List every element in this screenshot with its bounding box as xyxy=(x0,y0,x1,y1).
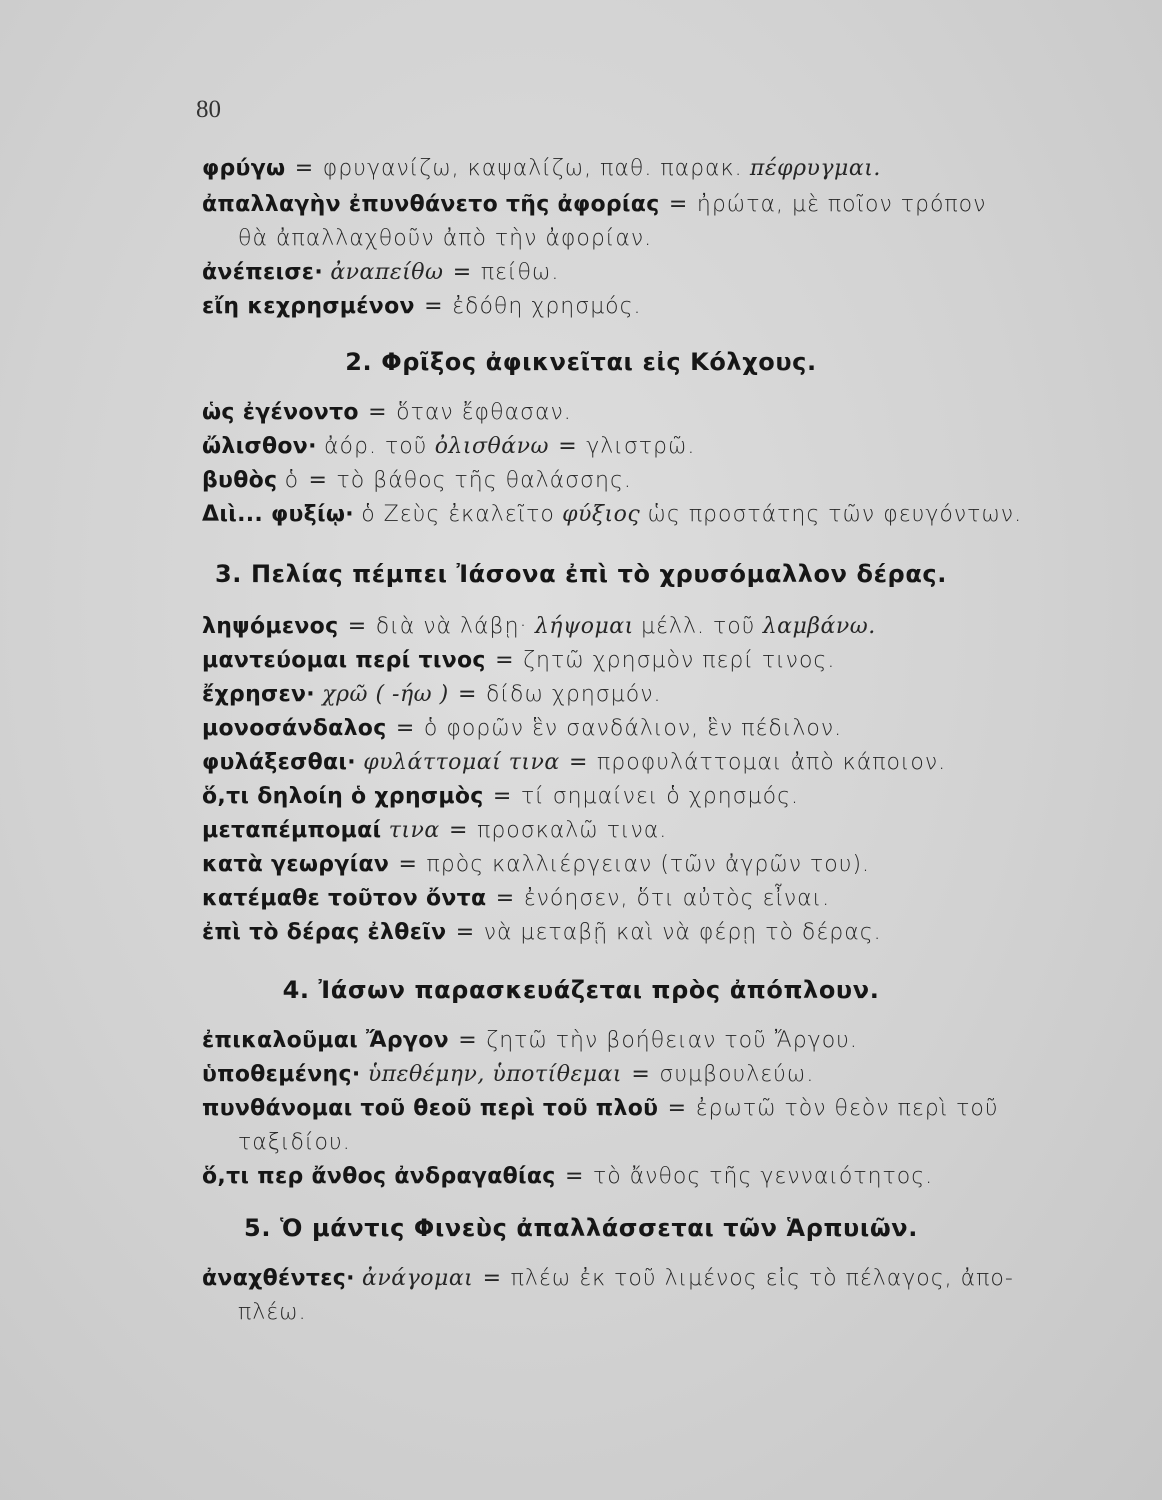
section-heading: 4. Ἰάσων παρασκευάζεται πρὸς ἀπόπλουν. xyxy=(282,976,880,1004)
entry-gloss-prefix: ὁ Ζεὺς ἐκαλεῖτο xyxy=(361,502,555,527)
glossary-entry xyxy=(202,500,1122,530)
glossary-entry xyxy=(202,714,1122,744)
entry-term: εἴη κεχρησμένον xyxy=(202,294,415,319)
equals-sign: = xyxy=(368,400,387,425)
equals-sign: = xyxy=(424,294,443,319)
equals-sign: = xyxy=(398,852,418,877)
glossary-entry xyxy=(202,884,1122,914)
entry-gloss: προσκαλῶ τινα. xyxy=(477,818,668,843)
entry-term: μονοσάνδαλος xyxy=(202,716,387,741)
section-heading: 5. Ὁ μάντις Φινεὺς ἀπαλλάσσεται τῶν Ἁρπυιῶν. xyxy=(244,1214,918,1242)
glossary-entry xyxy=(202,1162,1122,1192)
equals-sign: = xyxy=(452,260,472,285)
entry-term: ἐπὶ τὸ δέρας ἐλθεῖν xyxy=(202,920,447,945)
entry-gloss: γλιστρῶ. xyxy=(586,434,696,459)
entry-gloss: ὁ φορῶν ἓν σανδάλιον, ἓν πέδιλον. xyxy=(423,716,843,741)
glossary-entry xyxy=(202,432,1122,462)
equals-sign: = xyxy=(458,1028,477,1053)
equals-sign: = xyxy=(455,920,475,945)
entry-term: ἐπικαλοῦμαι Ἄργον xyxy=(202,1028,449,1053)
equals-sign: = xyxy=(569,750,588,775)
glossary-entry xyxy=(202,466,1122,496)
entry-gloss-prefix: ἀόρ. τοῦ xyxy=(324,434,428,459)
glossary-entry xyxy=(202,154,1122,184)
glossary-entry-continuation xyxy=(238,1128,1122,1158)
glossary-entry xyxy=(202,190,1122,220)
equals-sign: = xyxy=(495,648,514,673)
glossary-entry xyxy=(202,1026,1122,1056)
entry-term: ἔχρησεν· xyxy=(202,682,315,707)
glossary-entry xyxy=(202,918,1122,948)
equals-sign: = xyxy=(457,682,477,707)
entry-italic: ἀναπείθω xyxy=(330,260,444,285)
entry-italic: ἀνάγομαι xyxy=(362,1266,474,1291)
glossary-entry xyxy=(202,612,1122,642)
entry-italic: τινα xyxy=(388,818,440,843)
entry-term: μεταπέμπομαί xyxy=(202,818,382,843)
entry-gloss: μέλλ. τοῦ xyxy=(641,614,756,639)
entry-gloss: ὡς προστάτης τῶν φευγόντων. xyxy=(647,502,1023,527)
entry-gloss: διὰ νὰ λάβῃ· xyxy=(375,614,528,639)
entry-term: κατὰ γεωργίαν xyxy=(202,852,390,877)
entry-gloss: θὰ ἀπαλλαχθοῦν ἀπὸ τὴν ἀφορίαν. xyxy=(238,226,653,251)
entry-italic: λαμβάνω. xyxy=(762,614,876,639)
equals-sign: = xyxy=(482,1266,502,1291)
glossary-entry xyxy=(202,816,1122,846)
equals-sign: = xyxy=(294,156,314,181)
glossary-entry-continuation xyxy=(238,224,1122,254)
equals-sign: = xyxy=(308,468,328,493)
entry-italic: λήψομαι xyxy=(534,614,634,639)
entry-gloss: νὰ μεταβῇ καὶ νὰ φέρῃ τὸ δέρας. xyxy=(483,920,882,945)
entry-term: μαντεύομαι περί τινος xyxy=(202,648,486,673)
entry-gloss: πλέω. xyxy=(238,1300,307,1325)
entry-italic: ὑπεθέμην, ὑποτίθεμαι xyxy=(367,1062,623,1087)
entry-gloss: τί σημαίνει ὁ χρησμός. xyxy=(520,784,799,809)
entry-term: ὅ,τι δηλοίη ὁ χρησμὸς xyxy=(202,784,484,809)
entry-italic: φύξιος xyxy=(562,502,641,527)
glossary-entry xyxy=(202,680,1122,710)
glossary-entry xyxy=(202,782,1122,812)
entry-gloss: τὸ βάθος τῆς θαλάσσης. xyxy=(336,468,632,493)
glossary-entry xyxy=(202,1264,1122,1294)
entry-term: ὑποθεμένης· xyxy=(202,1062,361,1087)
entry-gloss: τὸ ἄνθος τῆς γενναιότητος. xyxy=(592,1164,934,1189)
entry-gloss: ἐνόησεν, ὅτι αὐτὸς εἶναι. xyxy=(523,886,831,911)
entry-gloss: ἐρωτῶ τὸν θεὸν περὶ τοῦ xyxy=(695,1096,999,1121)
equals-sign: = xyxy=(564,1164,584,1189)
entry-gloss-prefix: ὁ xyxy=(284,468,300,493)
glossary-entry xyxy=(202,1094,1122,1124)
entry-term: ἀνέπεισε· xyxy=(202,260,324,285)
entry-gloss: ζητῶ χρησμὸν περί τινος. xyxy=(523,648,836,673)
entry-gloss: ὅταν ἔφθασαν. xyxy=(396,400,572,425)
glossary-entry xyxy=(202,850,1122,880)
entry-term: ἀναχθέντες· xyxy=(202,1266,355,1291)
entry-gloss: ζητῶ τὴν βοήθειαν τοῦ Ἄργου. xyxy=(486,1028,858,1053)
page-number: 80 xyxy=(196,96,221,123)
entry-term: βυθὸς xyxy=(202,468,278,493)
entry-italic: χρῶ ( -ήω ) xyxy=(322,682,449,707)
glossary-entry xyxy=(202,1060,1122,1090)
entry-term: πυνθάνομαι τοῦ θεοῦ περὶ τοῦ πλοῦ xyxy=(202,1096,659,1121)
entry-term: Διὶ... φυξίῳ· xyxy=(202,502,354,527)
entry-gloss: δίδω χρησμόν. xyxy=(486,682,662,707)
glossary-entry xyxy=(202,258,1122,288)
entry-gloss: πρὸς καλλιέργειαν (τῶν ἀγρῶν του). xyxy=(426,852,871,877)
entry-term: ληψόμενος xyxy=(202,614,339,639)
entry-gloss: συμβουλεύω. xyxy=(659,1062,815,1087)
entry-gloss: ταξιδίου. xyxy=(238,1130,351,1155)
equals-sign: = xyxy=(395,716,415,741)
equals-sign: = xyxy=(449,818,468,843)
equals-sign: = xyxy=(668,192,688,217)
glossary-entry xyxy=(202,398,1122,428)
entry-gloss: πείθω. xyxy=(480,260,560,285)
entry-term: φυλάξεσθαι· xyxy=(202,750,356,775)
section-heading: 2. Φρῖξος ἀφικνεῖται εἰς Κόλχους. xyxy=(345,348,817,376)
entry-gloss: πλέω ἐκ τοῦ λιμένος εἰς τὸ πέλαγος, ἀπο- xyxy=(510,1266,1014,1291)
entry-gloss: ἐδόθη χρησμός. xyxy=(452,294,642,319)
equals-sign: = xyxy=(558,434,577,459)
equals-sign: = xyxy=(347,614,367,639)
equals-sign: = xyxy=(495,886,515,911)
entry-gloss: προφυλάττομαι ἀπὸ κάποιον. xyxy=(597,750,947,775)
glossary-entry xyxy=(202,748,1122,778)
entry-term: ὤλισθον· xyxy=(202,434,317,459)
entry-italic: πέφρυγμαι. xyxy=(749,156,881,181)
entry-term: φρύγω xyxy=(202,156,286,181)
equals-sign: = xyxy=(667,1096,687,1121)
glossary-entry xyxy=(202,646,1122,676)
section-heading: 3. Πελίας πέμπει Ἰάσονα ἐπὶ τὸ χρυσόμαλλον δέρας. xyxy=(215,560,947,588)
glossary-entry-continuation xyxy=(238,1298,1122,1328)
entry-term: ἀπαλλαγὴν ἐπυνθάνετο τῆς ἀφορίας xyxy=(202,192,660,217)
entry-italic: φυλάττομαί τινα xyxy=(363,750,560,775)
entry-italic: ὀλισθάνω xyxy=(434,434,549,459)
entry-term: ὡς ἐγένοντο xyxy=(202,400,359,425)
entry-gloss: φρυγανίζω, καψαλίζω, παθ. παρακ. xyxy=(322,156,743,181)
glossary-entry xyxy=(202,292,1122,322)
equals-sign: = xyxy=(492,784,512,809)
entry-term: κατέμαθε τοῦτον ὄντα xyxy=(202,886,487,911)
equals-sign: = xyxy=(631,1062,651,1087)
entry-gloss: ἠρώτα, μὲ ποῖον τρόπον xyxy=(696,192,987,217)
entry-term: ὅ,τι περ ἄνθος ἀνδραγαθίας xyxy=(202,1164,556,1189)
